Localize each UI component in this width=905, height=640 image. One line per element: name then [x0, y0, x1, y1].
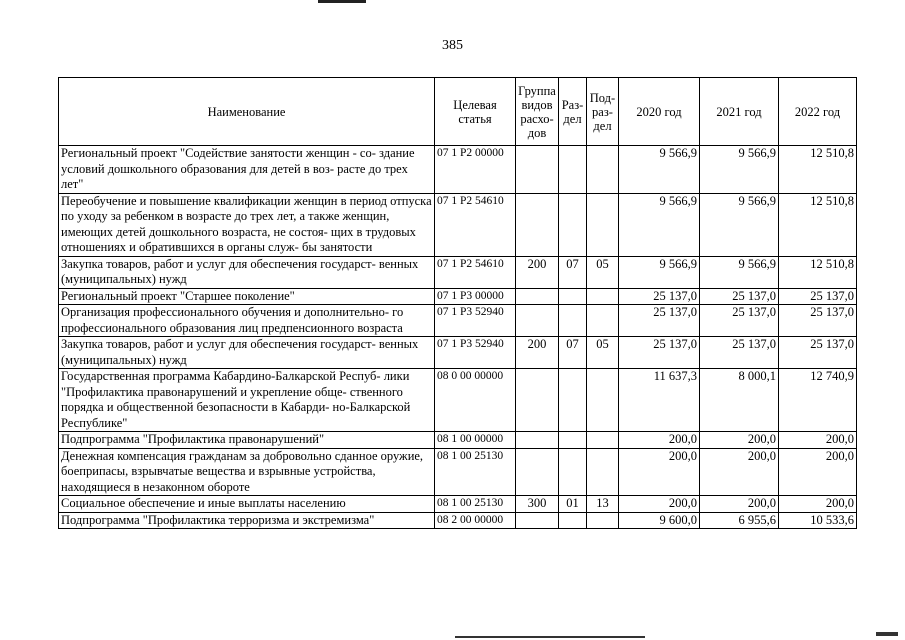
cell-name: Закупка товаров, работ и услуг для обеспечения государст- венных (муниципальных) нужд — [59, 256, 435, 288]
cell-expense-group — [516, 305, 559, 337]
budget-table — [58, 77, 857, 529]
cell-2022: 12 740,9 — [779, 369, 857, 432]
cell-expense-group — [516, 193, 559, 256]
cell-subsection: 05 — [587, 337, 619, 369]
table-header-row — [59, 78, 857, 146]
cell-subsection — [587, 448, 619, 496]
cell-subsection — [587, 305, 619, 337]
cell-name: Подпрограмма "Профилактика правонарушений" — [59, 432, 435, 449]
cell-subsection — [587, 369, 619, 432]
scan-artifact-top — [318, 0, 366, 3]
table-row — [59, 288, 857, 305]
table-row — [59, 496, 857, 513]
cell-subsection: 13 — [587, 496, 619, 513]
cell-name: Социальное обеспечение и иные выплаты населению — [59, 496, 435, 513]
cell-2020: 9 566,9 — [619, 146, 700, 194]
table-row — [59, 146, 857, 194]
cell-2021: 25 137,0 — [700, 337, 779, 369]
header-subsection: Под- раз- дел — [587, 78, 619, 146]
cell-section — [559, 193, 587, 256]
table-body — [59, 146, 857, 529]
cell-2021: 25 137,0 — [700, 288, 779, 305]
cell-2020: 11 637,3 — [619, 369, 700, 432]
cell-2022: 25 137,0 — [779, 305, 857, 337]
cell-section: 01 — [559, 496, 587, 513]
cell-subsection — [587, 432, 619, 449]
cell-section — [559, 305, 587, 337]
cell-target-article: 08 1 00 00000 — [435, 432, 516, 449]
cell-2020: 25 137,0 — [619, 288, 700, 305]
cell-2022: 200,0 — [779, 432, 857, 449]
header-expense-group: Группа видов расхо- дов — [516, 78, 559, 146]
cell-expense-group — [516, 512, 559, 529]
cell-section — [559, 369, 587, 432]
table-row — [59, 337, 857, 369]
table-row — [59, 432, 857, 449]
cell-expense-group — [516, 146, 559, 194]
scan-artifact-bottom — [455, 636, 645, 638]
cell-2021: 9 566,9 — [700, 146, 779, 194]
cell-subsection — [587, 146, 619, 194]
cell-2021: 200,0 — [700, 496, 779, 513]
header-target-article: Целевая статья — [435, 78, 516, 146]
cell-section — [559, 432, 587, 449]
cell-name: Переобучение и повышение квалификации женщин в период отпуска по уходу за ребенком в возрасте до трех лет, а также женщин, имеющих детей дошкольного возраста, не состоя- щих в трудовых отношениях и обратившихся в органы служ- бы занятости — [59, 193, 435, 256]
header-2020: 2020 год — [619, 78, 700, 146]
cell-2020: 200,0 — [619, 432, 700, 449]
cell-2020: 200,0 — [619, 448, 700, 496]
cell-expense-group — [516, 288, 559, 305]
cell-2021: 200,0 — [700, 432, 779, 449]
cell-target-article: 08 2 00 00000 — [435, 512, 516, 529]
cell-2022: 10 533,6 — [779, 512, 857, 529]
cell-section — [559, 288, 587, 305]
cell-expense-group — [516, 448, 559, 496]
cell-2022: 12 510,8 — [779, 256, 857, 288]
cell-expense-group — [516, 369, 559, 432]
cell-section — [559, 146, 587, 194]
cell-subsection: 05 — [587, 256, 619, 288]
cell-name: Денежная компенсация гражданам за добровольно сданное оружие, боеприпасы, взрывчатые вещества и взрывные устройства, находящиеся в незаконном обороте — [59, 448, 435, 496]
header-section: Раз- дел — [559, 78, 587, 146]
page-number: 385 — [442, 38, 463, 53]
cell-2022: 200,0 — [779, 448, 857, 496]
cell-section — [559, 448, 587, 496]
table-row — [59, 305, 857, 337]
cell-subsection — [587, 288, 619, 305]
cell-target-article: 07 1 Р3 00000 — [435, 288, 516, 305]
cell-2020: 9 600,0 — [619, 512, 700, 529]
cell-2021: 200,0 — [700, 448, 779, 496]
cell-expense-group: 200 — [516, 256, 559, 288]
cell-subsection — [587, 193, 619, 256]
header-2021: 2021 год — [700, 78, 779, 146]
header-2022: 2022 год — [779, 78, 857, 146]
cell-target-article: 08 1 00 25130 — [435, 496, 516, 513]
cell-2021: 8 000,1 — [700, 369, 779, 432]
cell-name: Закупка товаров, работ и услуг для обеспечения государст- венных (муниципальных) нужд — [59, 337, 435, 369]
table-row — [59, 256, 857, 288]
table-row — [59, 448, 857, 496]
cell-target-article: 08 0 00 00000 — [435, 369, 516, 432]
cell-name: Государственная программа Кабардино-Балкарской Респуб- лики "Профилактика правонарушений и укрепление обще- ственного порядка и общественной безопасности в Кабарди- но-Балкарской Республике" — [59, 369, 435, 432]
cell-2021: 9 566,9 — [700, 193, 779, 256]
cell-2021: 6 955,6 — [700, 512, 779, 529]
cell-section: 07 — [559, 256, 587, 288]
cell-name: Региональный проект "Содействие занятости женщин - со- здание условий дошкольного образования для детей в воз- расте до трех лет" — [59, 146, 435, 194]
cell-target-article: 07 1 Р3 52940 — [435, 337, 516, 369]
cell-target-article: 07 1 Р2 54610 — [435, 193, 516, 256]
cell-2020: 9 566,9 — [619, 256, 700, 288]
cell-name: Организация профессионального обучения и дополнительно- го профессионального образования лиц предпенсионного возраста — [59, 305, 435, 337]
cell-target-article: 07 1 Р2 54610 — [435, 256, 516, 288]
cell-2020: 200,0 — [619, 496, 700, 513]
cell-expense-group: 200 — [516, 337, 559, 369]
cell-2022: 12 510,8 — [779, 146, 857, 194]
header-name: Наименование — [59, 78, 435, 146]
scan-artifact-corner — [876, 632, 898, 636]
cell-section: 07 — [559, 337, 587, 369]
cell-expense-group — [516, 432, 559, 449]
table-row — [59, 369, 857, 432]
cell-2020: 25 137,0 — [619, 337, 700, 369]
cell-target-article: 07 1 Р3 52940 — [435, 305, 516, 337]
cell-2021: 25 137,0 — [700, 305, 779, 337]
cell-2022: 12 510,8 — [779, 193, 857, 256]
cell-target-article: 07 1 Р2 00000 — [435, 146, 516, 194]
cell-target-article: 08 1 00 25130 — [435, 448, 516, 496]
cell-name: Подпрограмма "Профилактика терроризма и экстремизма" — [59, 512, 435, 529]
cell-2022: 25 137,0 — [779, 337, 857, 369]
cell-2022: 25 137,0 — [779, 288, 857, 305]
cell-subsection — [587, 512, 619, 529]
cell-name: Региональный проект "Старшее поколение" — [59, 288, 435, 305]
table-row — [59, 193, 857, 256]
cell-expense-group: 300 — [516, 496, 559, 513]
cell-2020: 9 566,9 — [619, 193, 700, 256]
cell-2022: 200,0 — [779, 496, 857, 513]
table-row — [59, 512, 857, 529]
cell-2020: 25 137,0 — [619, 305, 700, 337]
cell-section — [559, 512, 587, 529]
cell-2021: 9 566,9 — [700, 256, 779, 288]
